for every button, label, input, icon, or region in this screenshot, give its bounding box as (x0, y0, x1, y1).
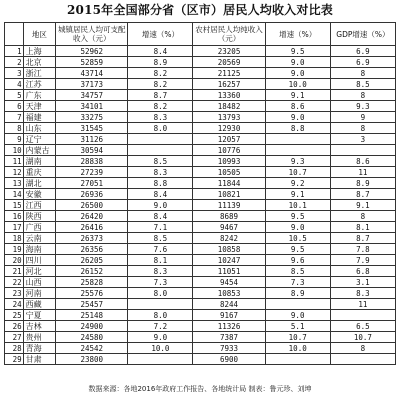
table-header (5, 23, 396, 46)
cell-index: 14 (5, 189, 24, 200)
table-row (5, 343, 396, 354)
cell-index: 7 (5, 112, 24, 123)
cell-urban-growth: 8.8 (128, 178, 193, 189)
cell-region: 吉林 (23, 321, 56, 332)
cell-urban-income: 37173 (56, 79, 128, 90)
cell-rural-income: 10505 (193, 167, 265, 178)
cell-rural-growth: 8.6 (265, 101, 330, 112)
cell-rural-growth (265, 134, 330, 145)
table-row (5, 277, 396, 288)
cell-rural-growth: 10.7 (265, 167, 330, 178)
cell-gdp-growth: 9.3 (330, 101, 395, 112)
cell-rural-income: 8242 (193, 233, 265, 244)
cell-index: 13 (5, 178, 24, 189)
cell-rural-income: 18482 (193, 101, 265, 112)
cell-urban-income: 34101 (56, 101, 128, 112)
cell-rural-income: 23205 (193, 46, 265, 57)
table-row (5, 354, 396, 365)
cell-rural-income: 7933 (193, 343, 265, 354)
cell-urban-income: 26373 (56, 233, 128, 244)
cell-urban-growth: 8.5 (128, 156, 193, 167)
cell-urban-income: 26500 (56, 200, 128, 211)
cell-gdp-growth: 6.5 (330, 321, 395, 332)
cell-index: 2 (5, 57, 24, 68)
cell-index: 18 (5, 233, 24, 244)
cell-region: 上海 (23, 46, 56, 57)
cell-rural-income: 10993 (193, 156, 265, 167)
cell-urban-income: 27239 (56, 167, 128, 178)
table-row (5, 46, 396, 57)
cell-rural-growth: 9.6 (265, 255, 330, 266)
cell-rural-growth: 8.9 (265, 288, 330, 299)
cell-rural-income: 16257 (193, 79, 265, 90)
cell-urban-growth: 8.2 (128, 79, 193, 90)
cell-rural-growth: 9.5 (265, 46, 330, 57)
table-row (5, 211, 396, 222)
header-gdp-growth: GDP增速（%） (330, 23, 395, 46)
cell-gdp-growth: 10.7 (330, 332, 395, 343)
cell-urban-income: 26152 (56, 266, 128, 277)
cell-gdp-growth: 8.6 (330, 156, 395, 167)
header-urban-growth: 增速（%） (128, 23, 193, 46)
cell-gdp-growth: 8 (330, 123, 395, 134)
table-row (5, 189, 396, 200)
cell-gdp-growth: 3 (330, 134, 395, 145)
cell-index: 17 (5, 222, 24, 233)
page-title: 2015年全国部分省（区市）居民人均收入对比表 (66, 3, 333, 17)
cell-region: 陕西 (23, 211, 56, 222)
cell-region: 浙江 (23, 68, 56, 79)
cell-index: 26 (5, 321, 24, 332)
cell-urban-growth: 8.9 (128, 57, 193, 68)
cell-urban-growth: 8.1 (128, 255, 193, 266)
cell-gdp-growth: 6.9 (330, 57, 395, 68)
cell-gdp-growth: 8 (330, 90, 395, 101)
cell-index: 15 (5, 200, 24, 211)
cell-urban-income: 25828 (56, 277, 128, 288)
cell-urban-income: 25576 (56, 288, 128, 299)
table-row (5, 255, 396, 266)
cell-region: 河北 (23, 266, 56, 277)
cell-urban-growth: 7.3 (128, 277, 193, 288)
cell-region: 安徽 (23, 189, 56, 200)
cell-urban-income: 26205 (56, 255, 128, 266)
cell-region: 北京 (23, 57, 56, 68)
cell-rural-income: 10853 (193, 288, 265, 299)
cell-urban-income: 28838 (56, 156, 128, 167)
cell-urban-growth: 9.0 (128, 332, 193, 343)
cell-urban-income: 26416 (56, 222, 128, 233)
cell-rural-growth (265, 145, 330, 156)
cell-rural-growth: 9.5 (265, 244, 330, 255)
cell-region: 天津 (23, 101, 56, 112)
cell-urban-growth: 7.2 (128, 321, 193, 332)
cell-rural-growth: 10.7 (265, 332, 330, 343)
cell-index: 6 (5, 101, 24, 112)
cell-urban-income: 25148 (56, 310, 128, 321)
cell-rural-income: 10821 (193, 189, 265, 200)
cell-gdp-growth: 6.9 (330, 46, 395, 57)
table-row (5, 134, 396, 145)
cell-urban-growth: 9.0 (128, 200, 193, 211)
cell-urban-growth (128, 134, 193, 145)
cell-rural-income: 13793 (193, 112, 265, 123)
cell-region: 江西 (23, 200, 56, 211)
cell-rural-growth: 9.1 (265, 90, 330, 101)
cell-gdp-growth: 8 (330, 211, 395, 222)
cell-index: 25 (5, 310, 24, 321)
income-table-container (4, 22, 396, 377)
cell-region: 广西 (23, 222, 56, 233)
cell-region: 山东 (23, 123, 56, 134)
cell-gdp-growth (330, 310, 395, 321)
header-rural-growth: 增速（%） (265, 23, 330, 46)
cell-urban-growth (128, 299, 193, 310)
table-row (5, 299, 396, 310)
table-row (5, 90, 396, 101)
cell-region: 广东 (23, 90, 56, 101)
cell-rural-growth: 8.5 (265, 266, 330, 277)
cell-rural-income: 10858 (193, 244, 265, 255)
table-row (5, 332, 396, 343)
cell-rural-income: 6900 (193, 354, 265, 365)
cell-rural-income: 9467 (193, 222, 265, 233)
cell-region: 河南 (23, 288, 56, 299)
cell-index: 27 (5, 332, 24, 343)
cell-urban-income: 26356 (56, 244, 128, 255)
cell-rural-income: 12057 (193, 134, 265, 145)
cell-gdp-growth: 8 (330, 68, 395, 79)
cell-urban-income: 31126 (56, 134, 128, 145)
cell-index: 1 (5, 46, 24, 57)
cell-urban-income: 23800 (56, 354, 128, 365)
cell-index: 10 (5, 145, 24, 156)
cell-region: 海南 (23, 244, 56, 255)
cell-gdp-growth: 8.7 (330, 233, 395, 244)
cell-gdp-growth: 8.7 (330, 189, 395, 200)
cell-index: 8 (5, 123, 24, 134)
cell-region: 山西 (23, 277, 56, 288)
cell-index: 9 (5, 134, 24, 145)
cell-gdp-growth: 7.9 (330, 255, 395, 266)
cell-rural-growth: 9.2 (265, 178, 330, 189)
cell-urban-growth (128, 354, 193, 365)
cell-region: 甘肃 (23, 354, 56, 365)
cell-index: 23 (5, 288, 24, 299)
table-row (5, 178, 396, 189)
cell-rural-income: 9167 (193, 310, 265, 321)
cell-index: 11 (5, 156, 24, 167)
cell-rural-income: 9454 (193, 277, 265, 288)
cell-rural-growth: 8.8 (265, 123, 330, 134)
header-index (5, 23, 24, 46)
cell-urban-growth: 8.3 (128, 266, 193, 277)
cell-gdp-growth (330, 145, 395, 156)
table-row (5, 123, 396, 134)
cell-urban-income: 34757 (56, 90, 128, 101)
cell-index: 24 (5, 299, 24, 310)
cell-rural-income: 8689 (193, 211, 265, 222)
cell-urban-income: 33275 (56, 112, 128, 123)
cell-region: 云南 (23, 233, 56, 244)
cell-gdp-growth: 6.8 (330, 266, 395, 277)
cell-urban-income: 26420 (56, 211, 128, 222)
cell-region: 内蒙古 (23, 145, 56, 156)
cell-urban-income: 27051 (56, 178, 128, 189)
cell-urban-growth: 8.0 (128, 288, 193, 299)
table-row (5, 167, 396, 178)
table-row (5, 101, 396, 112)
cell-index: 3 (5, 68, 24, 79)
cell-rural-growth: 10.0 (265, 343, 330, 354)
cell-gdp-growth: 8.9 (330, 178, 395, 189)
cell-rural-income: 21125 (193, 68, 265, 79)
table-row (5, 222, 396, 233)
cell-urban-growth: 7.1 (128, 222, 193, 233)
cell-rural-growth: 7.3 (265, 277, 330, 288)
cell-index: 21 (5, 266, 24, 277)
cell-rural-income: 20569 (193, 57, 265, 68)
cell-index: 22 (5, 277, 24, 288)
cell-index: 20 (5, 255, 24, 266)
cell-rural-growth (265, 299, 330, 310)
cell-index: 4 (5, 79, 24, 90)
cell-rural-growth: 9.0 (265, 68, 330, 79)
cell-rural-income: 10247 (193, 255, 265, 266)
cell-gdp-growth: 11 (330, 299, 395, 310)
cell-region: 重庆 (23, 167, 56, 178)
table-body (5, 46, 396, 365)
header-urban-income: 城镇居民人均可支配收入（元） (56, 23, 128, 46)
cell-region: 湖北 (23, 178, 56, 189)
income-table (4, 22, 396, 365)
table-row (5, 112, 396, 123)
cell-urban-growth: 8.4 (128, 189, 193, 200)
cell-index: 5 (5, 90, 24, 101)
cell-urban-income: 24900 (56, 321, 128, 332)
cell-urban-growth: 8.3 (128, 112, 193, 123)
table-row (5, 310, 396, 321)
table-row (5, 79, 396, 90)
table-row (5, 288, 396, 299)
cell-rural-income: 11326 (193, 321, 265, 332)
cell-gdp-growth: 8 (330, 343, 395, 354)
cell-rural-growth: 9.0 (265, 222, 330, 233)
cell-gdp-growth: 9 (330, 112, 395, 123)
cell-urban-income: 26936 (56, 189, 128, 200)
cell-rural-growth: 10.0 (265, 79, 330, 90)
cell-gdp-growth: 11 (330, 167, 395, 178)
cell-urban-income: 24580 (56, 332, 128, 343)
cell-gdp-growth: 7.8 (330, 244, 395, 255)
cell-rural-growth: 9.0 (265, 112, 330, 123)
header-rural-income: 农村居民人均纯收入（元） (193, 23, 265, 46)
cell-urban-growth (128, 145, 193, 156)
cell-rural-growth: 9.0 (265, 310, 330, 321)
cell-rural-growth (265, 354, 330, 365)
cell-rural-income: 11051 (193, 266, 265, 277)
cell-urban-growth: 8.4 (128, 211, 193, 222)
cell-gdp-growth: 8.3 (330, 288, 395, 299)
cell-rural-growth: 10.5 (265, 233, 330, 244)
cell-rural-growth: 9.1 (265, 189, 330, 200)
cell-urban-growth: 10.0 (128, 343, 193, 354)
table-row (5, 156, 396, 167)
cell-region: 西藏 (23, 299, 56, 310)
cell-urban-growth: 8.5 (128, 233, 193, 244)
cell-urban-growth: 8.2 (128, 68, 193, 79)
cell-rural-growth: 9.0 (265, 57, 330, 68)
cell-rural-income: 12930 (193, 123, 265, 134)
cell-rural-growth: 10.1 (265, 200, 330, 211)
cell-region: 福建 (23, 112, 56, 123)
cell-index: 28 (5, 343, 24, 354)
cell-urban-income: 31545 (56, 123, 128, 134)
cell-rural-income: 8244 (193, 299, 265, 310)
cell-region: 贵州 (23, 332, 56, 343)
cell-urban-growth: 8.7 (128, 90, 193, 101)
cell-gdp-growth: 8.1 (330, 222, 395, 233)
cell-rural-income: 10776 (193, 145, 265, 156)
cell-region: 四川 (23, 255, 56, 266)
cell-urban-income: 25457 (56, 299, 128, 310)
cell-gdp-growth: 3.1 (330, 277, 395, 288)
cell-region: 辽宁 (23, 134, 56, 145)
cell-urban-income: 24542 (56, 343, 128, 354)
cell-urban-growth: 8.0 (128, 310, 193, 321)
cell-urban-income: 30594 (56, 145, 128, 156)
cell-gdp-growth (330, 354, 395, 365)
cell-rural-growth: 5.1 (265, 321, 330, 332)
header-region: 地区 (23, 23, 56, 46)
cell-urban-growth: 8.4 (128, 46, 193, 57)
cell-urban-growth: 8.0 (128, 123, 193, 134)
table-row (5, 233, 396, 244)
cell-urban-growth: 8.2 (128, 101, 193, 112)
cell-region: 宁夏 (23, 310, 56, 321)
table-row (5, 200, 396, 211)
cell-gdp-growth: 8.5 (330, 79, 395, 90)
cell-region: 湖南 (23, 156, 56, 167)
cell-rural-growth: 9.3 (265, 156, 330, 167)
cell-region: 青海 (23, 343, 56, 354)
table-row (5, 321, 396, 332)
table-row (5, 68, 396, 79)
cell-rural-growth: 9.5 (265, 211, 330, 222)
cell-region: 江苏 (23, 79, 56, 90)
cell-urban-income: 52859 (56, 57, 128, 68)
cell-urban-growth: 7.6 (128, 244, 193, 255)
cell-rural-income: 11139 (193, 200, 265, 211)
cell-rural-income: 13360 (193, 90, 265, 101)
header-row (5, 23, 396, 46)
cell-urban-income: 52962 (56, 46, 128, 57)
table-row (5, 57, 396, 68)
cell-index: 16 (5, 211, 24, 222)
table-row (5, 266, 396, 277)
cell-index: 12 (5, 167, 24, 178)
table-row (5, 145, 396, 156)
source-note: 数据来源：各地2016年政府工作报告、各地统计局 制表：鲁元珍、刘坤 (88, 385, 312, 393)
cell-index: 29 (5, 354, 24, 365)
cell-urban-income: 43714 (56, 68, 128, 79)
cell-gdp-growth: 9.1 (330, 200, 395, 211)
cell-index: 19 (5, 244, 24, 255)
cell-rural-income: 11844 (193, 178, 265, 189)
cell-rural-income: 7387 (193, 332, 265, 343)
cell-urban-growth: 8.3 (128, 167, 193, 178)
table-row (5, 244, 396, 255)
